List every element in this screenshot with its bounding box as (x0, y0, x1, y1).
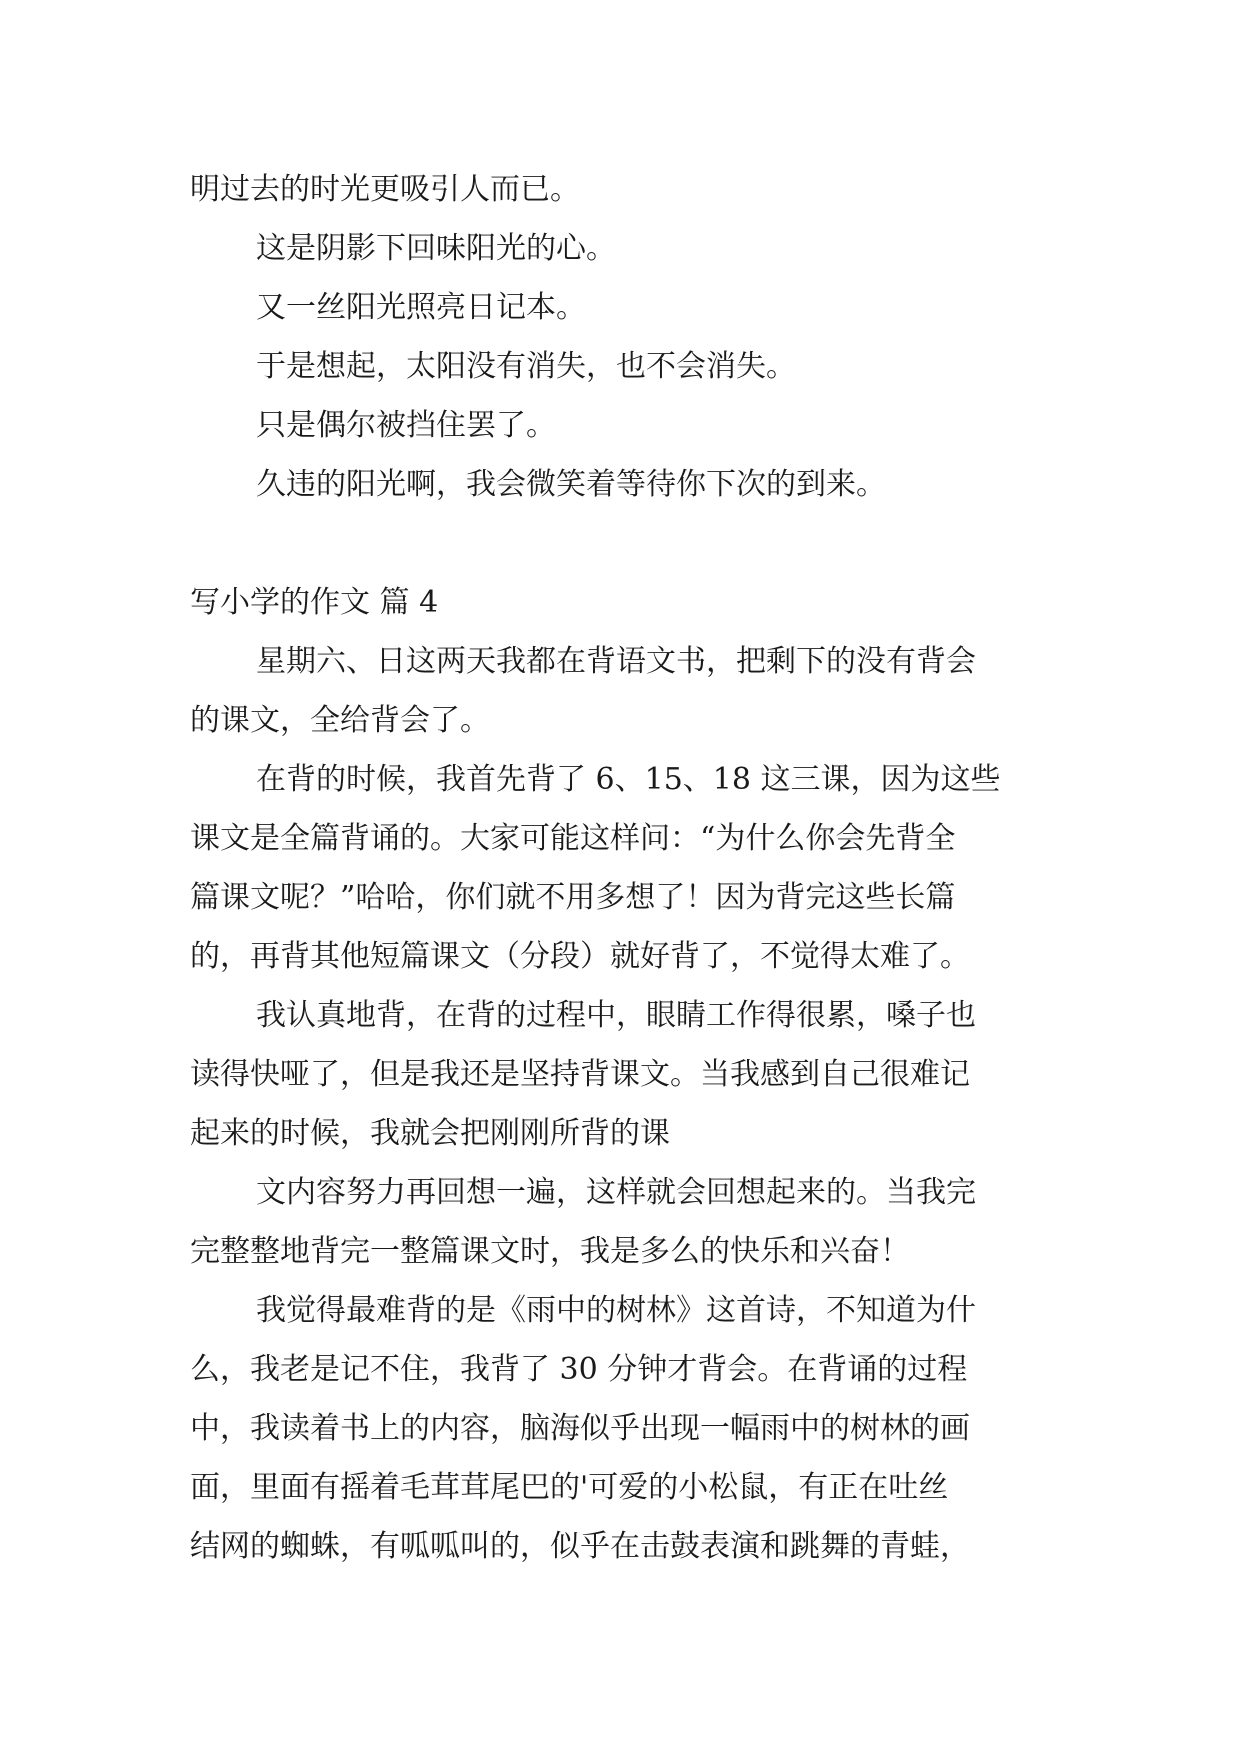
text-line: 么，我老是记不住，我背了 30 分钟才背会。在背诵的过程 (190, 1352, 968, 1387)
document-body (190, 160, 1060, 1576)
section-heading: 写小学的作文 篇 4 (190, 585, 439, 620)
text-line: 面，里面有摇着毛茸茸尾巴的'可爱的小松鼠，有正在吐丝 (190, 1470, 949, 1505)
text-line: 课文是全篇背诵的。大家可能这样问：“为什么你会先背全 (190, 821, 956, 856)
text-line: 起来的时候，我就会把刚刚所背的课 (190, 1116, 670, 1151)
text-line: 篇课文呢？”哈哈，你们就不用多想了！因为背完这些长篇 (190, 880, 956, 915)
text-line: 中，我读着书上的内容，脑海似乎出现一幅雨中的树林的画 (190, 1411, 970, 1446)
text-line: 的课文，全给背会了。 (190, 703, 490, 738)
paragraph-line: 只是偶尔被挡住罢了。 (256, 408, 556, 443)
paragraph-line: 久违的阳光啊，我会微笑着等待你下次的到来。 (256, 467, 886, 502)
paragraph-line: 我认真地背，在背的过程中，眼睛工作得很累，嗓子也 (256, 998, 976, 1033)
paragraph-line: 文内容努力再回想一遍，这样就会回想起来的。当我完 (256, 1175, 976, 1210)
text-line: 读得快哑了，但是我还是坚持背课文。当我感到自己很难记 (190, 1057, 970, 1092)
paragraph-line: 星期六、日这两天我都在背语文书，把剩下的没有背会 (256, 644, 976, 679)
paragraph-line: 又一丝阳光照亮日记本。 (256, 290, 586, 325)
section-gap (190, 514, 1060, 573)
text-line: 结网的蜘蛛，有呱呱叫的，似乎在击鼓表演和跳舞的青蛙， (190, 1529, 970, 1564)
text-line: 完整整地背完一整篇课文时，我是多么的快乐和兴奋！ (190, 1234, 910, 1269)
paragraph-line: 这是阴影下回味阳光的心。 (256, 231, 616, 266)
text-line: 的，再背其他短篇课文（分段）就好背了，不觉得太难了。 (190, 939, 970, 974)
paragraph-line: 于是想起，太阳没有消失，也不会消失。 (256, 349, 796, 384)
paragraph-line: 我觉得最难背的是《雨中的树林》这首诗，不知道为什 (256, 1293, 976, 1328)
text-line: 明过去的时光更吸引人而已。 (190, 172, 580, 207)
paragraph-line: 在背的时候，我首先背了 6、15、18 这三课，因为这些 (256, 762, 1001, 797)
